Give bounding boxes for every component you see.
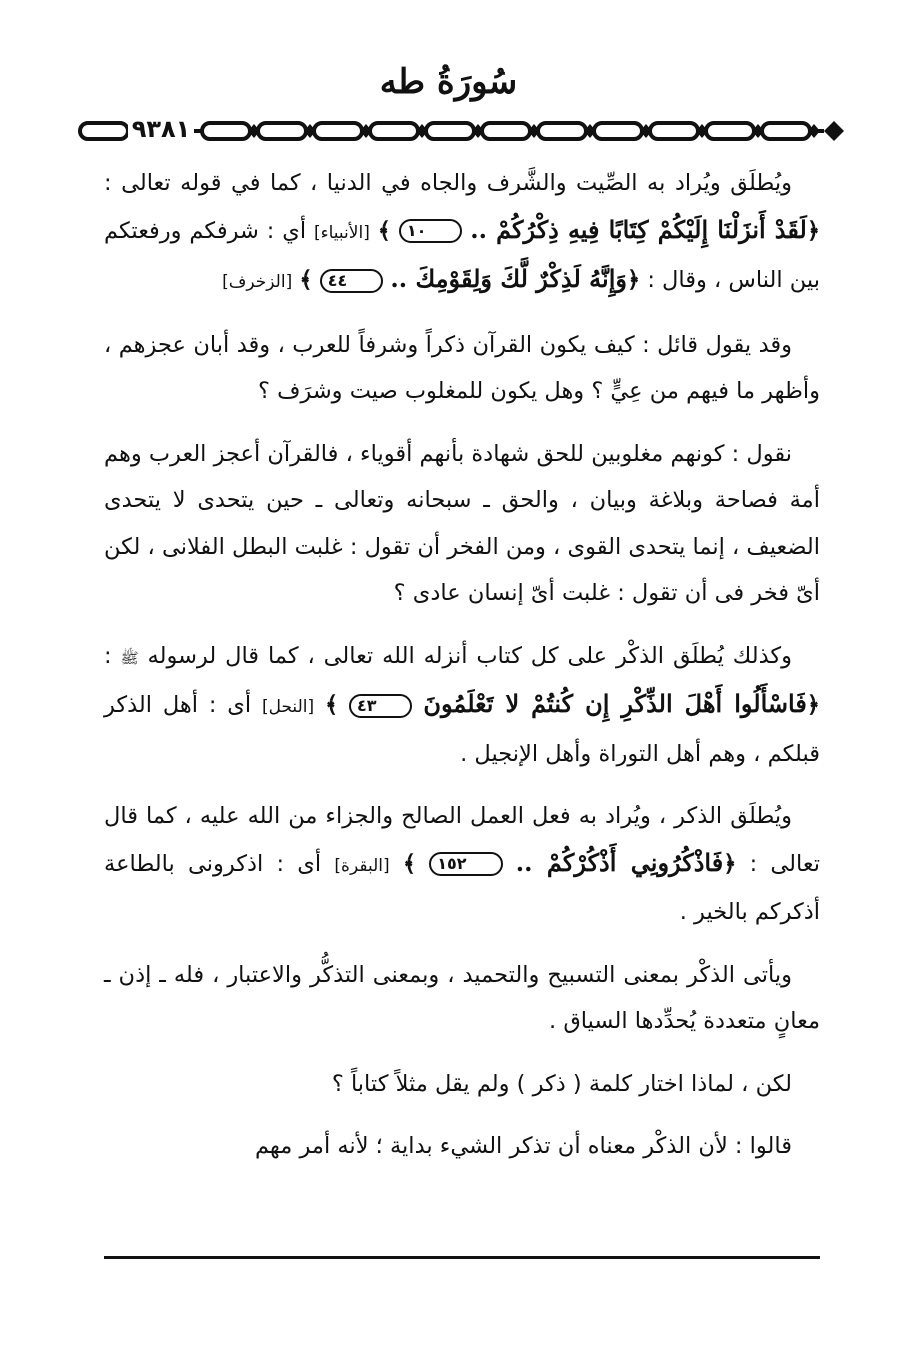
ornate-bracket-open: ﴿ [723, 850, 737, 877]
ornate-bracket-open: ﴿ [806, 217, 821, 244]
page-number: ٩٣٨١ [128, 112, 194, 146]
paragraph-text: أى : اذكرونى بالطاعة أذكركم بالخير . [104, 850, 820, 925]
surah-title: سُورَةُ طه [379, 62, 518, 102]
ornate-bracket-close: ﴾ [299, 267, 313, 293]
verse-number: ١٠ [399, 219, 463, 243]
ornate-bracket-open: ﴿ [806, 692, 820, 718]
paragraph-text: : [104, 642, 112, 669]
paragraph-text: ويُطلَق ويُراد به الصِّيت والشَّرف والجاه في الدنيا ، كما في قوله تعالى : [104, 170, 792, 196]
paragraph-5 [104, 793, 820, 936]
paragraph-7: لكن ، لماذا اختار كلمة ( ذكر ) ولم يقل مثلاً كتاباً ؟ [331, 1070, 792, 1097]
ornate-bracket-close: ﴾ [402, 850, 417, 877]
paragraph-1 [104, 160, 820, 306]
paragraph-3: نقول : كونهم مغلوبين للحق شهادة بأنهم أقوياء ، فالقرآن أعجز العرب وهم أمة فصاحة وبلاغة وبيان ، والحق ـ سبحانه وتعالى ـ حين يتحدى لا يتحدى الضعيف ، إنما يتحدى القوى ، ومن الفخر أن تقول : غلبت البطل الفلانى ، لكن أىّ فخر فى أن تقول : غلبت أىّ إنسان عادى ؟ [104, 440, 820, 606]
pbuh-ligature: ﷺ [120, 648, 139, 667]
paragraph-text: أى : أهل الذكر قبلكم ، وهم أهل التوراة وأهل الإنجيل . [104, 692, 820, 767]
body-text [104, 160, 820, 1186]
ornate-bracket-close: ﴾ [324, 692, 339, 718]
quran-verse: فَاذْكُرُونِي أَذْكُرْكُمْ .. [515, 847, 724, 877]
ornate-bracket-close: ﴾ [377, 217, 391, 244]
surah-reference: [الأنبياء] [313, 222, 370, 243]
paragraph-2: وقد يقول قائل : كيف يكون القرآن ذكراً وشرفاً للعرب ، وقد أبان عجزهم ، وأظهر ما فيهم من عِيٍّ ؟ وهل يكون للمغلوب صيت وشرَف ؟ [104, 331, 820, 404]
paragraph-6: ويأتى الذكْر بمعنى التسبيح والتحميد ، وبمعنى التذكُّر والاعتبار ، فله ـ إذن ـ معانٍ متعددة يُحدِّدها السياق . [104, 961, 820, 1034]
footer-rule [104, 1256, 820, 1259]
paragraph-text: أي : شرفكم ورفعتكم بين الناس ، وقال : [104, 217, 820, 293]
paragraph-text: ويُطلَق الذكر ، ويُراد به فعل العمل الصالح والجزاء من الله عليه ، كما قال تعالى : [104, 803, 821, 877]
verse-number: ٤٣ [349, 694, 413, 718]
quran-verse: لَقَدْ أَنزَلْنَا إِلَيْكُمْ كِتَابًا فِيهِ ذِكْرُكُمْ .. [470, 214, 807, 244]
quran-verse: وَإِنَّهُ لَذِكْرٌ لَّكَ وَلِقَوْمِكَ .. [390, 264, 627, 293]
surah-reference: [النحل] [261, 697, 315, 717]
paragraph-8: قالوا : لأن الذكْر معناه أن تذكر الشيء بداية ؛ لأنه أمر مهم [254, 1133, 792, 1159]
surah-reference: [البقرة] [334, 855, 390, 876]
ornate-bracket-open: ﴿ [626, 267, 641, 293]
quran-verse: فَاسْأَلُوا أَهْلَ الذِّكْرِ إِن كُنتُمْ لا تَعْلَمُونَ [423, 689, 807, 718]
verse-number: ٤٤ [320, 269, 384, 293]
verse-number: ١٥٢ [429, 852, 502, 876]
surah-reference: [الزخرف] [222, 272, 293, 292]
paragraph-4 [104, 633, 820, 778]
paragraph-text: وكذلك يُطلَق الذكْر على كل كتاب أنزله الله تعالى ، كما قال لرسوله [147, 642, 792, 669]
